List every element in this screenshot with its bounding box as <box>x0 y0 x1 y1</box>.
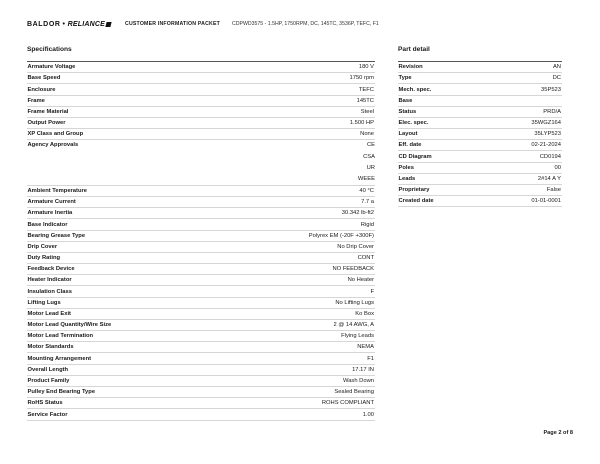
spec-row <box>27 208 375 219</box>
spec-value: None <box>360 131 374 138</box>
detail-row <box>398 185 562 196</box>
detail-row <box>398 118 562 129</box>
part-detail-table <box>398 61 562 207</box>
spec-label: Motor Lead Quantity/Wire Size <box>27 322 112 329</box>
spec-label: Product Family <box>27 378 70 384</box>
detail-row <box>398 163 562 174</box>
brand-logo <box>27 21 111 28</box>
spec-row <box>27 197 375 208</box>
spec-value: 145TC <box>356 97 374 104</box>
spec-label: Enclosure <box>27 86 56 93</box>
detail-value: DC <box>552 75 561 82</box>
detail-row <box>398 73 562 84</box>
spec-value: NEMA <box>357 344 374 351</box>
spec-row <box>27 231 375 242</box>
detail-label: Eff. date <box>398 142 422 149</box>
spec-row <box>27 376 375 387</box>
spec-row <box>27 353 375 364</box>
detail-value <box>561 96 562 106</box>
spec-value: 17.17 IN <box>352 366 374 373</box>
spec-row <box>27 219 375 230</box>
spec-value: No Heater <box>347 277 374 284</box>
spec-label: Service Factor <box>27 411 68 418</box>
detail-row <box>398 96 562 107</box>
spec-label: Drip Cover <box>27 243 58 250</box>
spec-row <box>27 140 375 186</box>
spec-value: Steel <box>360 108 374 115</box>
detail-label: Base <box>398 97 413 104</box>
logo-mark-icon <box>105 22 111 27</box>
part-detail-heading: Part detail <box>398 46 430 53</box>
spec-row <box>27 342 375 353</box>
detail-value: AN <box>552 64 561 71</box>
spec-value: Rigid <box>360 221 374 228</box>
spec-label: Heater Indicator <box>27 277 72 284</box>
detail-value: 35P523 <box>541 86 561 93</box>
spec-value: No Drip Cover <box>337 243 374 250</box>
spec-label: RoHS Status <box>27 400 63 407</box>
document-header <box>27 18 587 30</box>
spec-row <box>27 365 375 376</box>
spec-label: Bearing Grease Type <box>27 232 86 239</box>
spec-row <box>27 62 375 73</box>
spec-label: Ambient Temperature <box>27 188 87 195</box>
spec-label: Lifting Lugs <box>27 299 61 306</box>
spec-label: Armature Inertia <box>27 210 73 217</box>
spec-row <box>27 84 375 95</box>
logo-separator: • <box>62 20 66 28</box>
detail-row <box>398 62 562 73</box>
spec-value: TEFC <box>358 86 374 93</box>
spec-row <box>27 73 375 84</box>
detail-value: PRD/A <box>543 108 561 115</box>
detail-label: Type <box>398 75 412 82</box>
spec-value: Polyrex EM (-20F +300F) <box>308 232 374 239</box>
detail-value: False <box>546 187 561 194</box>
detail-row <box>398 174 562 185</box>
spec-value: 30.342 lb-ft2 <box>341 210 374 217</box>
logo-reliance: RELIANCE <box>67 20 105 28</box>
spec-label: Motor Lead Termination <box>27 333 94 340</box>
spec-label: Motor Lead Exit <box>27 310 71 317</box>
spec-value: 180 V <box>358 64 374 71</box>
spec-row <box>27 409 375 420</box>
spec-value: 2 @ 14 AWG, A <box>333 322 374 329</box>
document-subtitle: CDPWD3575 - 1.5HP, 1750RPM, DC, 145TC, 3536P, TEFC, F1 <box>232 21 379 27</box>
detail-value: 00 <box>554 164 561 171</box>
spec-values <box>358 140 375 185</box>
spec-label: Frame <box>27 97 45 104</box>
spec-value: ROHS COMPLIANT <box>321 400 374 407</box>
spec-value: 7.7 a <box>361 199 374 206</box>
detail-label: Mech. spec. <box>398 86 432 93</box>
spec-value: WEEE <box>357 175 375 182</box>
spec-row <box>27 286 375 297</box>
detail-row <box>398 107 562 118</box>
spec-row <box>27 118 375 129</box>
spec-label: Base Indicator <box>27 221 68 228</box>
spec-value: CONT <box>357 255 374 262</box>
detail-row <box>398 140 562 151</box>
spec-value: 40 °C <box>359 188 374 195</box>
detail-value: 02-21-2024 <box>531 142 561 149</box>
spec-value: 1.500 HP <box>349 120 374 127</box>
detail-row <box>398 151 562 162</box>
spec-label: Frame Material <box>27 108 69 115</box>
spec-label: Base Speed <box>27 75 61 82</box>
specifications-heading: Specifications <box>27 46 72 53</box>
detail-value: 35WGZ164 <box>531 120 561 127</box>
spec-value: NO FEEDBACK <box>332 266 374 273</box>
spec-row <box>27 129 375 140</box>
detail-value: 2#14 A Y <box>537 175 561 182</box>
detail-label: Status <box>398 108 417 115</box>
detail-label: Proprietary <box>398 187 430 194</box>
spec-value: Flying Leads <box>341 333 374 340</box>
document-title: CUSTOMER INFORMATION PACKET <box>125 21 221 27</box>
spec-value: F <box>370 288 374 295</box>
spec-label: Pulley End Bearing Type <box>27 389 96 396</box>
spec-label: Armature Current <box>27 199 76 206</box>
detail-value: 01-01-0001 <box>531 198 561 205</box>
spec-label: Feedback Device <box>27 266 75 273</box>
spec-row <box>27 387 375 398</box>
spec-label: Duty Rating <box>27 255 61 262</box>
logo-baldor: BALDOR <box>27 20 61 28</box>
spec-row <box>27 264 375 275</box>
spec-value: 1750 rpm <box>349 75 374 82</box>
spec-label: Armature Voltage <box>27 64 76 71</box>
page-number: Page 2 of 8 <box>543 430 573 436</box>
spec-row <box>27 331 375 342</box>
spec-row <box>27 298 375 309</box>
detail-row <box>398 196 562 207</box>
spec-label: Output Power <box>27 120 66 127</box>
specifications-table <box>27 61 375 421</box>
spec-row <box>27 107 375 118</box>
detail-row <box>398 84 562 95</box>
spec-label: Motor Standards <box>27 344 74 351</box>
spec-row <box>27 320 375 331</box>
spec-row <box>27 275 375 286</box>
detail-label: Elec. spec. <box>398 120 429 127</box>
spec-row <box>27 253 375 264</box>
spec-value: F1 <box>367 355 374 362</box>
spec-value: UR <box>366 164 375 171</box>
detail-label: Layout <box>398 131 418 138</box>
detail-row <box>398 129 562 140</box>
detail-label: Created date <box>398 198 434 205</box>
spec-row <box>27 242 375 253</box>
spec-value: Ko Box <box>355 310 374 317</box>
detail-value: CD0194 <box>539 153 561 160</box>
spec-value: CSA <box>363 153 375 160</box>
spec-value: 1.00 <box>362 411 374 418</box>
spec-value: Sealed Bearing <box>334 389 374 396</box>
detail-label: Poles <box>398 164 414 171</box>
spec-label: XP Class and Group <box>27 131 84 138</box>
spec-label: Overall Length <box>27 366 69 373</box>
spec-label: Agency Approvals <box>27 142 79 149</box>
detail-label: Revision <box>398 64 423 71</box>
spec-label: Mounting Arrangement <box>27 355 92 362</box>
spec-row <box>27 186 375 197</box>
detail-label: Leads <box>398 175 416 182</box>
spec-label: Insulation Class <box>27 288 72 295</box>
spec-value: No Lifting Lugs <box>335 299 374 306</box>
spec-value: Wash Down <box>342 378 374 384</box>
spec-row <box>27 398 375 409</box>
detail-label: CD Diagram <box>398 153 432 160</box>
spec-value: CE <box>366 142 375 149</box>
spec-row <box>27 309 375 320</box>
spec-row <box>27 96 375 107</box>
detail-value: 35LYP523 <box>534 131 561 138</box>
